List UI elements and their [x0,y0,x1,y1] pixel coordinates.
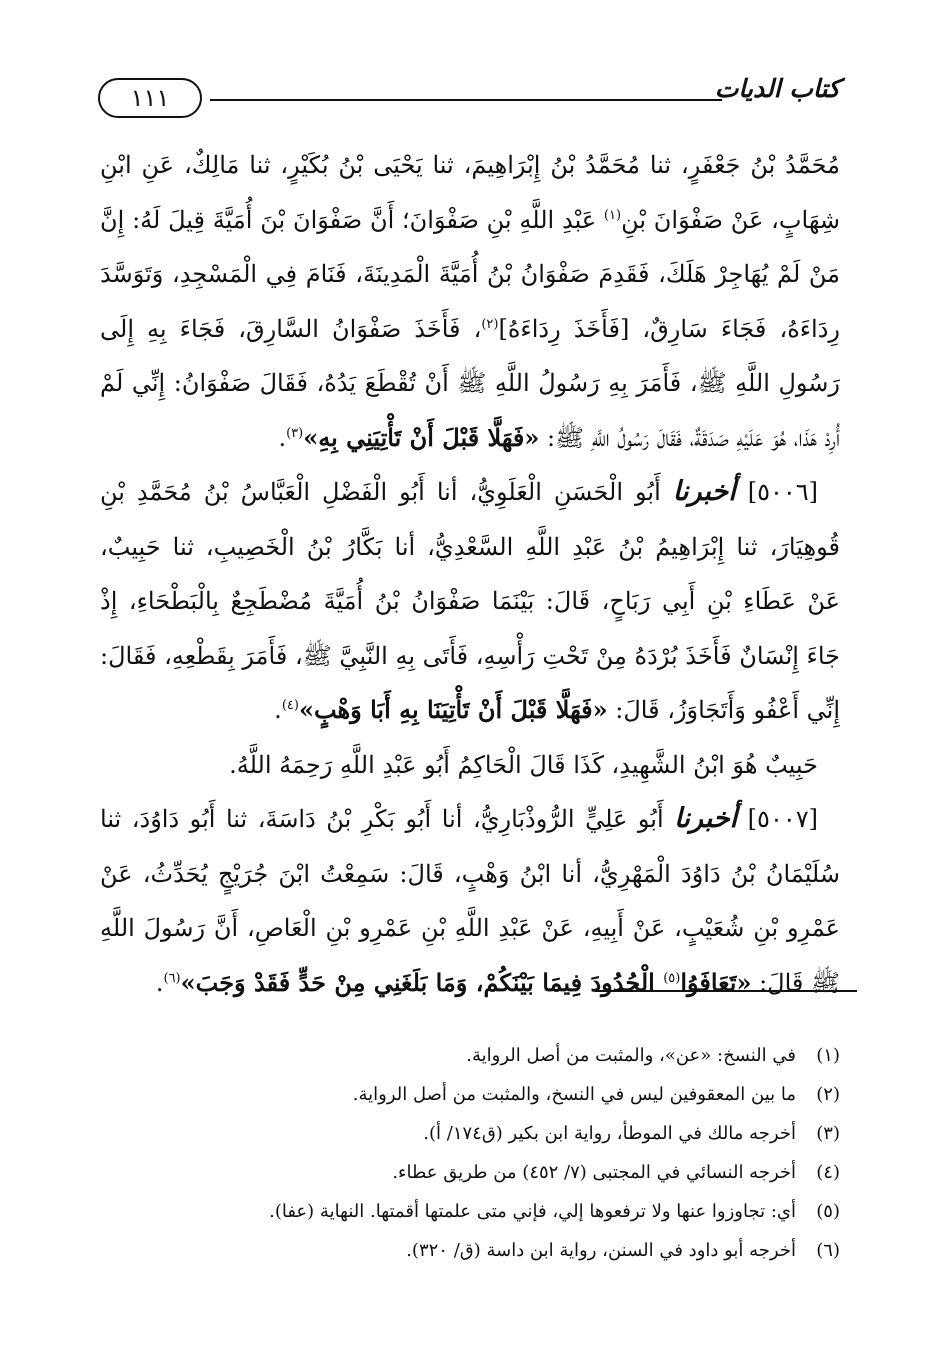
footnote-number: (٣) [816,1123,840,1144]
text-line: شِهَابٍ، عَنْ صَفْوَانَ بْنِ$^{(١)}$ عَبْدِ اللَّهِ بْنِ صَفْوَانَ؛ أَنَّ صَفْوَانَ بْنَ أُمَيَّةَ قِيلَ لَهُ: إِنَّ [100,205,840,234]
footnote-ref: (١) [603,207,622,223]
text-line: جَاءَ إِنْسَانٌ فَأَخَذَ بُرْدَهُ مِنْ تَحْتِ رَأْسِهِ، فَأَتَى بِهِ النَّبِيَّ ﷺ، فَأَمَرَ بِقَطْعِهِ، فَقَالَ: [100,641,840,670]
footnote-text: ما بين المعقوفين ليس في النسخ، والمثبت من أصل الرواية. [352,1084,796,1105]
hadith-quote: «فَهَلَّا قَبْلَ أَنْ تَأْتِيَنَا بِهِ أَبَا وَهْبٍ» [298,695,608,724]
footnote [100,1075,840,1114]
page-number: ١١١ [98,78,202,118]
footnote [100,1114,840,1153]
text-line: مُحَمَّدُ بْنُ جَعْفَرٍ، ثنا مُحَمَّدُ بْنُ إِبْرَاهِيمَ، ثنا يَحْيَى بْنُ بُكَيْرٍ، ثنا مَالِكٌ، عَنِ ابْنِ [100,151,840,179]
header-rule [210,99,722,101]
text-line: ﷺ قَالَ: «تَعَافَوُا$^{(٥)}$ الْحُدُودَ فِيمَا بَيْنَكُمْ، وَمَا بَلَغَنِي مِنْ حَدٍّ فَقَدْ وَجَبَ»$^{(٦)}$. [155,967,840,997]
main-text [100,138,840,1010]
text-line: إِنِّي أَعْفُو وَأَتَجَاوَزُ، قَالَ: «فَهَلَّا قَبْلَ أَنْ تَأْتِيَنَا بِهِ أَبَا وَهْبٍ»$^{(٤)}$. [274,695,840,724]
footnotes [100,1036,840,1270]
footnote-text: أخرجه مالك في الموطأ، رواية ابن بكير (ق١٧٤/ أ). [423,1123,796,1144]
text-line: عَمْرِو بْنِ شُعَيْبٍ، عَنْ أَبِيهِ، عَنْ عَبْدِ اللَّهِ بْنِ عَمْرِو بْنِ الْعَاصِ، أَنَّ رَسُولَ اللَّهِ [100,914,840,942]
footnote [100,1036,840,1075]
footnote-number: (٦) [816,1240,840,1261]
footnote-number: (٥) [816,1201,840,1222]
footnote-text: أخرجه النسائي في المجتبى (٧/ ٤٥٢) من طريق عطاء. [392,1162,796,1183]
footnote-text: في النسخ: «عن»، والمثبت من أصل الرواية. [466,1045,796,1066]
page-header [98,72,840,120]
text-line: قُوهِيَارَ، ثنا إِبْرَاهِيمُ بْنُ عَبْدِ اللَّهِ السَّعْدِيُّ، أنا بَكَّارُ بْنُ الْخَصِيبِ، ثنا حَبِيبٌ، [100,532,840,561]
text-line: سُلَيْمَانُ بْنُ دَاوُدَ الْمَهْرِيُّ، أنا ابْنُ وَهْبٍ، قَالَ: سَمِعْتُ ابْنَ جُرَيْجٍ يُحَدِّثُ، عَنْ [100,859,840,888]
text-line: مَنْ لَمْ يُهَاجِرْ هَلَكَ، فَقَدِمَ صَفْوَانُ بْنُ أُمَيَّةَ الْمَدِينَةَ، فَنَامَ فِي الْمَسْجِدِ، وَتَوَسَّدَ [100,260,840,288]
footnote-number: (١) [816,1045,840,1066]
footnote-ref: (٣) [286,425,304,441]
footnote-separator [595,990,857,992]
hadith-heading-line: [٥٠٠٦] أخبرنا أَبُو الْحَسَنِ الْعَلَوِيُّ، أنا أَبُو الْفَضْلِ الْعَبَّاسُ بْنُ مُحَمَّدِ بْنِ [100,476,818,507]
hadith-number: [٥٠٠٧] [747,805,818,833]
text-line: حَبِيبٌ هُوَ ابْنُ الشَّهِيدِ، كَذَا قَالَ الْحَاكِمُ أَبُو عَبْدِ اللَّهِ رَحِمَهُ اللَّهُ. [229,750,818,779]
footnote-ref: (٢) [481,316,499,332]
footnote-number: (٢) [816,1084,840,1105]
book-title: كتاب الديات [714,74,840,103]
akhbarana-label: أخبرنا [674,803,738,834]
hadith-quote: «فَهَلَّا قَبْلَ أَنْ تَأْتِيَنِي بِهِ» [303,422,540,452]
footnote [100,1192,840,1231]
footnote-text: أخرجه أبو داود في السنن، رواية ابن داسة (ق/ ٣٢٠). [406,1240,796,1261]
hadith-number: [٥٠٠٦] [747,478,818,506]
footnote-ref: (٥) [663,970,681,986]
text-line: رِدَاءَهُ، فَجَاءَ سَارِقٌ، [فَأَخَذَ رِدَاءَهُ]$^{(٢)}$، فَأَخَذَ صَفْوَانُ السَّارِقَ، فَجَاءَ بِهِ إِلَى [100,314,840,343]
text-line: عَنْ عَطَاءِ بْنِ أَبِي رَبَاحٍ، قَالَ: بَيْنَمَا صَفْوَانُ بْنُ أُمَيَّةَ مُضْطَجِعٌ بِالْبَطْحَاءِ، إِذْ [100,587,840,615]
text-line: رَسُولِ اللَّهِ ﷺ، فَأَمَرَ بِهِ رَسُولُ اللَّهِ ﷺ أَنْ تُقْطَعَ يَدُهُ، فَقَالَ صَفْوَانُ: إِنِّي لَمْ [100,369,840,397]
footnote-number: (٤) [816,1162,840,1183]
footnote-ref: (٤) [281,698,299,713]
footnote-ref: (٦) [163,970,181,986]
hadith-quote: الْحُدُودَ فِيمَا بَيْنَكُمْ، وَمَا بَلَغَنِي مِنْ حَدٍّ فَقَدْ وَجَبَ» [180,967,664,997]
hadith-quote: «تَعَافَوُا [680,967,752,997]
footnote [100,1231,840,1270]
footnote [100,1153,840,1192]
akhbarana-label: أخبرنا [672,476,736,507]
footnote-text: أي: تجاوزوا عنها ولا ترفعوها إلي، فإني متى علمتها أقمتها. النهاية (عفا). [269,1201,796,1222]
hadith-heading-line: [٥٠٠٧] أخبرنا أَبُو عَلِيٍّ الرُّوذْبَارِيُّ، أنا أَبُو بَكْرِ بْنُ دَاسَةَ، ثنا أَبُو دَاوُدَ، ثنا [100,803,818,834]
text-line: أُرِدْ هَذَا، هُوَ عَلَيْهِ صَدَقَةٌ، فَقَالَ رَسُولُ اللَّهِ ﷺ: «فَهَلَّا قَبْلَ أَنْ تَأْتِيَنِي بِهِ»$^{(٣)}$. [278,422,840,452]
